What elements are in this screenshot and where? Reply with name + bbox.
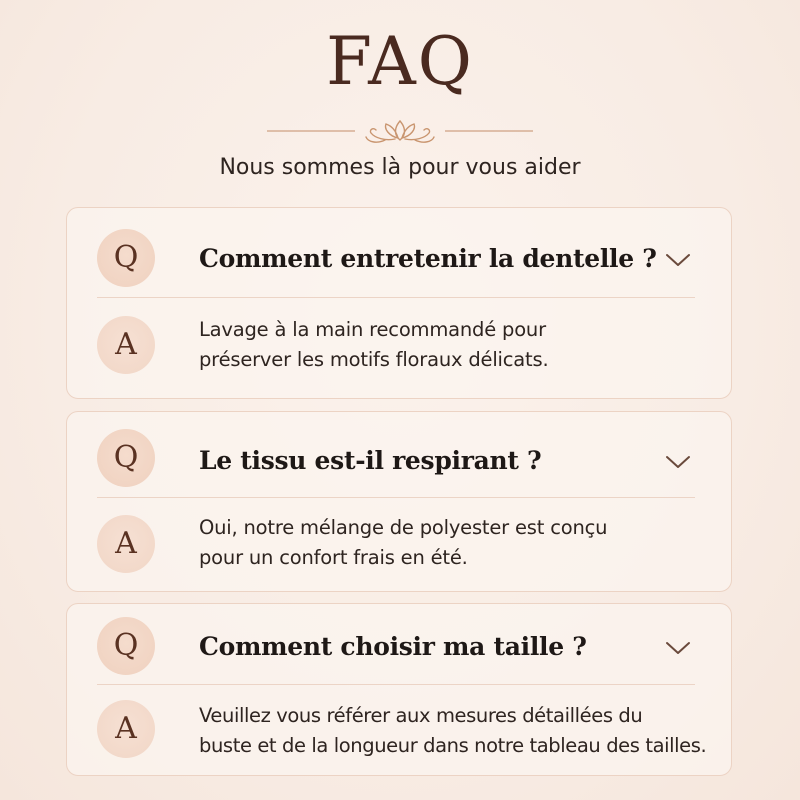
faq-answer-line: buste et de la longueur dans notre tableau des tailles. [199,734,707,757]
faq-item [66,207,732,399]
faq-item [66,603,732,776]
question-badge: Q [97,617,155,675]
faq-answer [199,701,729,761]
faq-answer-line: préserver les motifs floraux délicats. [199,348,549,371]
question-badge: Q [97,229,155,287]
page-title: FAQ [326,23,474,100]
faq-answer-line: Lavage à la main recommandé pour [199,318,546,341]
chevron-down-icon[interactable] [665,454,691,470]
faq-question: Comment choisir ma taille ? [199,632,587,661]
faq-divider [97,684,695,685]
faq-answer [199,315,729,375]
chevron-down-icon[interactable] [665,252,691,268]
faq-answer [199,513,729,573]
fleur-ornament-icon [265,118,535,146]
page-subtitle: Nous sommes là pour vous aider [219,155,581,180]
faq-answer-line: pour un confort frais en été. [199,546,468,569]
faq-divider [97,297,695,298]
faq-answer-line: Oui, notre mélange de polyester est conçu [199,516,608,539]
answer-badge: A [97,515,155,573]
faq-divider [97,497,695,498]
chevron-down-icon[interactable] [665,640,691,656]
faq-question: Comment entretenir la dentelle ? [199,244,657,273]
answer-badge: A [97,316,155,374]
faq-answer-line: Veuillez vous référer aux mesures détaillées du [199,704,643,727]
faq-question: Le tissu est-il respirant ? [199,446,542,475]
answer-badge: A [97,700,155,758]
question-badge: Q [97,429,155,487]
faq-item [66,411,732,592]
